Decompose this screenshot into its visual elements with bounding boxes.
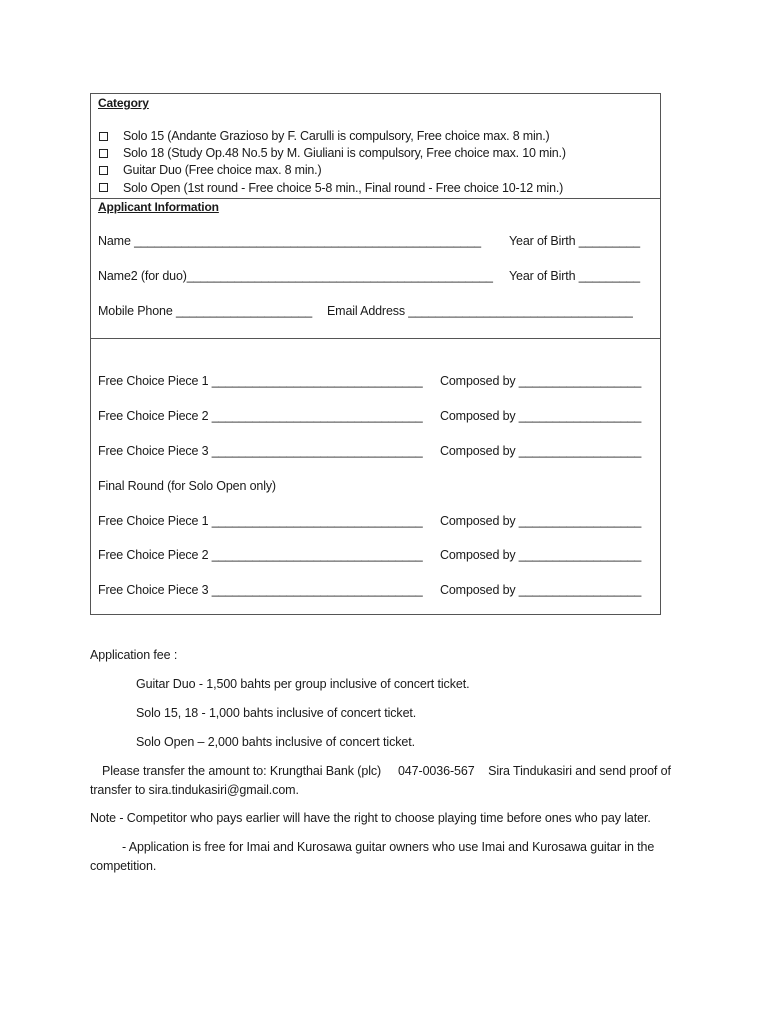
final-piece-3-field[interactable]: Free Choice Piece 3 _______________________________ bbox=[98, 583, 423, 597]
solo-open-checkbox[interactable] bbox=[99, 183, 108, 192]
application-fee-heading: Application fee : bbox=[90, 648, 178, 662]
free-application-note: - Application is free for Imai and Kurosawa guitar owners who use Imai and Kurosawa guitar in the competition. bbox=[90, 840, 655, 873]
piece-2-field[interactable]: Free Choice Piece 2 _______________________________ bbox=[98, 409, 423, 423]
solo-18-checkbox[interactable] bbox=[99, 149, 108, 158]
solo-15-label: Solo 15 (Andante Grazioso by F. Carulli is compulsory, Free choice max. 8 min.) bbox=[123, 129, 550, 143]
application-form-box bbox=[90, 93, 661, 615]
email-address-field[interactable]: Email Address _________________________________ bbox=[327, 304, 633, 318]
fee-guitar-duo: Guitar Duo - 1,500 bahts per group inclusive of concert ticket. bbox=[136, 677, 470, 691]
final-piece-1-field[interactable]: Free Choice Piece 1 _______________________________ bbox=[98, 514, 423, 528]
guitar-duo-checkbox[interactable] bbox=[99, 166, 108, 175]
fee-solo-open: Solo Open – 2,000 bahts inclusive of concert ticket. bbox=[136, 735, 415, 749]
applicant-info-heading: Applicant Information bbox=[98, 200, 219, 214]
year-of-birth-field[interactable]: Year of Birth _________ bbox=[509, 234, 640, 248]
solo-15-checkbox[interactable] bbox=[99, 132, 108, 141]
piece-1-field[interactable]: Free Choice Piece 1 _______________________________ bbox=[98, 374, 423, 388]
composer-3-field[interactable]: Composed by __________________ bbox=[440, 444, 642, 458]
final-composer-2-field[interactable]: Composed by __________________ bbox=[440, 548, 642, 562]
composer-2-field[interactable]: Composed by __________________ bbox=[440, 409, 642, 423]
fee-solo-15-18: Solo 15, 18 - 1,000 bahts inclusive of concert ticket. bbox=[136, 706, 417, 720]
guitar-duo-label: Guitar Duo (Free choice max. 8 min.) bbox=[123, 163, 322, 177]
section-divider bbox=[91, 338, 660, 339]
transfer-instructions: Please transfer the amount to: Krungthai Bank (plc) 047-0036-567 Sira Tindukasiri and send proof of transfer to sira.tindukasiri@gmail.com. bbox=[90, 764, 675, 797]
final-round-label: Final Round (for Solo Open only) bbox=[98, 479, 276, 493]
final-composer-3-field[interactable]: Composed by __________________ bbox=[440, 583, 642, 597]
payment-note: Note - Competitor who pays earlier will have the right to choose playing time before ones who pay later. bbox=[90, 811, 651, 825]
name-field[interactable]: Name ___________________________________________________ bbox=[98, 234, 481, 248]
composer-1-field[interactable]: Composed by __________________ bbox=[440, 374, 642, 388]
solo-open-label: Solo Open (1st round - Free choice 5-8 min., Final round - Free choice 10-12 min.) bbox=[123, 181, 564, 195]
final-composer-1-field[interactable]: Composed by __________________ bbox=[440, 514, 642, 528]
piece-3-field[interactable]: Free Choice Piece 3 _______________________________ bbox=[98, 444, 423, 458]
section-divider bbox=[91, 198, 660, 199]
mobile-phone-field[interactable]: Mobile Phone ____________________ bbox=[98, 304, 313, 318]
year-of-birth-2-field[interactable]: Year of Birth _________ bbox=[509, 269, 640, 283]
solo-18-label: Solo 18 (Study Op.48 No.5 by M. Giuliani is compulsory, Free choice max. 10 min.) bbox=[123, 146, 566, 160]
final-piece-2-field[interactable]: Free Choice Piece 2 _______________________________ bbox=[98, 548, 423, 562]
category-heading: Category bbox=[98, 96, 149, 110]
name2-field[interactable]: Name2 (for duo)_____________________________________________ bbox=[98, 269, 493, 283]
